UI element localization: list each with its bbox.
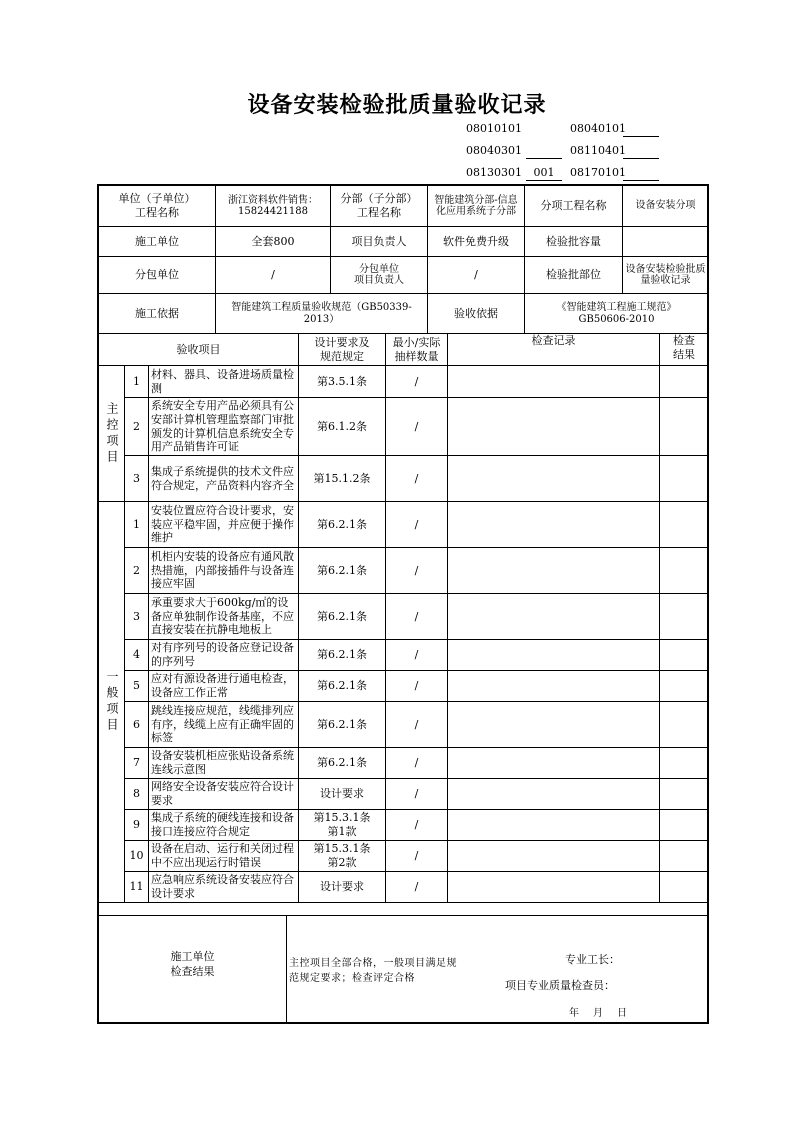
accept-label: 验收依据	[428, 294, 525, 334]
item-result	[660, 398, 709, 456]
item-record	[448, 779, 660, 810]
item-text: 应对有源设备进行通电检查，设备应工作正常	[149, 671, 299, 702]
contractor-label: 施工单位	[99, 227, 216, 257]
item-text: 安装位置应符合设计要求，安装应平稳牢固，并应便于操作维护	[149, 502, 299, 548]
item-sample: /	[386, 810, 448, 841]
item-text: 承重要求大于600kg/㎡的设备应单独制作设备基座，不应直接安装在抗静电地板上	[149, 594, 299, 640]
item-text: 材料、器具、设备进场质量检测	[149, 366, 299, 398]
table-row	[99, 456, 709, 502]
code-row-2	[466, 144, 666, 160]
subcontractor-value: /	[216, 257, 331, 294]
item-number: 7	[125, 748, 149, 779]
item-text: 设备在启动、运行和关闭过程中不应出现运行时错误	[149, 841, 299, 872]
item-rule: 第6.2.1条	[299, 640, 386, 671]
result-column-header: 检查 结果	[660, 334, 709, 366]
item-text: 应急响应系统设备安装应符合设计要求	[149, 872, 299, 903]
header-table	[98, 185, 709, 334]
item-result	[660, 702, 709, 748]
item-sample: /	[386, 398, 448, 456]
accept-value: 《智能建筑工程施工规范》 GB50606-2010	[525, 294, 709, 334]
item-number: 11	[125, 872, 149, 903]
contractor-value: 全套800	[216, 227, 331, 257]
location-label: 检验批部位	[525, 257, 623, 294]
sample-column-header: 最小/实际 抽样数量	[386, 334, 448, 366]
item-number: 3	[125, 456, 149, 502]
design-column-header: 设计要求及 规范规定	[299, 334, 386, 366]
unit-label: 单位（子单位） 工程名称	[99, 186, 216, 227]
item-rule: 第15.3.1条 第1款	[299, 810, 386, 841]
code-blank	[623, 166, 659, 181]
foreman-label: 专业工长：	[565, 953, 620, 966]
footer-section	[98, 915, 708, 1023]
item-text: 网络安全设备安装应符合设计要求	[149, 779, 299, 810]
item-record	[448, 841, 660, 872]
table-row	[99, 548, 709, 594]
sub-label: 分项工程名称	[525, 186, 623, 227]
item-result	[660, 366, 709, 398]
item-record	[448, 366, 660, 398]
basis-label: 施工依据	[99, 294, 216, 334]
code-value: 08110401	[570, 144, 626, 157]
main-items	[99, 366, 709, 502]
item-rule: 第6.2.1条	[299, 748, 386, 779]
footer-conclusion: 主控项目全部合格，一般项目满足规范规定要求；检查评定合格	[289, 958, 457, 984]
item-result	[660, 671, 709, 702]
item-text: 集成子系统提供的技术文件应符合规定，产品资料内容齐全	[149, 456, 299, 502]
item-record	[448, 398, 660, 456]
item-sample: /	[386, 779, 448, 810]
item-result	[660, 456, 709, 502]
code-value: 08170101	[570, 166, 626, 179]
location-value: 设备安装检验批质量验收记录	[623, 257, 709, 294]
item-result	[660, 594, 709, 640]
item-result	[660, 502, 709, 548]
table-row	[99, 502, 709, 548]
inspector-label: 项目专业质量检查员：	[505, 979, 615, 992]
table-row	[99, 671, 709, 702]
item-number: 4	[125, 640, 149, 671]
item-sample: /	[386, 671, 448, 702]
footer-label: 施工单位 检查结果	[170, 950, 215, 979]
table-row	[99, 779, 709, 810]
item-result	[660, 748, 709, 779]
sub-value: 设备安装分项	[623, 186, 709, 227]
item-text: 设备安装机柜应张贴设备系统连线示意图	[149, 748, 299, 779]
code-blank	[623, 144, 659, 159]
item-sample: /	[386, 702, 448, 748]
item-rule: 设计要求	[299, 779, 386, 810]
item-sample: /	[386, 748, 448, 779]
unit-value: 浙江资料软件销售： 15824421188	[216, 186, 331, 227]
item-record	[448, 502, 660, 548]
item-sample: /	[386, 594, 448, 640]
item-number: 10	[125, 841, 149, 872]
capacity-value	[623, 227, 709, 257]
item-record	[448, 748, 660, 779]
code-value: 08010101	[466, 122, 522, 135]
item-result	[660, 640, 709, 671]
general-items	[99, 502, 709, 903]
code-value: 08130301	[466, 166, 522, 179]
item-record	[448, 456, 660, 502]
item-record	[448, 594, 660, 640]
item-sample: /	[386, 366, 448, 398]
basis-value: 智能建筑工程质量验收规范（GB50339-2013）	[216, 294, 428, 334]
item-number: 5	[125, 671, 149, 702]
subcontractor-label: 分包单位	[99, 257, 216, 294]
table-row	[99, 702, 709, 748]
item-number: 6	[125, 702, 149, 748]
item-number: 2	[125, 548, 149, 594]
item-record	[448, 810, 660, 841]
item-text: 跳线连接应规范，线缆排列应有序，线缆上应有正确牢固的标签	[149, 702, 299, 748]
capacity-label: 检验批容量	[525, 227, 623, 257]
item-rule: 第15.3.1条 第2款	[299, 841, 386, 872]
item-rule: 第6.1.2条	[299, 398, 386, 456]
item-sample: /	[386, 502, 448, 548]
item-rule: 第3.5.1条	[299, 366, 386, 398]
item-record	[448, 671, 660, 702]
sub-pm-label: 分包单位 项目负责人	[331, 257, 428, 294]
item-sample: /	[386, 548, 448, 594]
item-result	[660, 872, 709, 903]
code-blank	[623, 122, 659, 137]
code-value: 08040101	[570, 122, 626, 135]
table-row	[99, 366, 709, 398]
general-group-label: 一般项目	[99, 502, 125, 903]
item-number: 1	[125, 366, 149, 398]
item-number: 2	[125, 398, 149, 456]
item-record	[448, 872, 660, 903]
table-row	[99, 810, 709, 841]
item-rule: 第6.2.1条	[299, 594, 386, 640]
item-text: 对有序列号的设备应登记设备的序列号	[149, 640, 299, 671]
item-text: 系统安全专用产品必须具有公安部计算机管理监察部门审批颁发的计算机信息系统安全专用产品销售许可证	[149, 398, 299, 456]
sub-pm-value: /	[428, 257, 525, 294]
item-rule: 第6.2.1条	[299, 671, 386, 702]
table-row	[99, 640, 709, 671]
code-row-1	[466, 122, 666, 138]
item-sample: /	[386, 456, 448, 502]
item-record	[448, 640, 660, 671]
items-header-row	[99, 334, 709, 366]
item-number: 3	[125, 594, 149, 640]
table-row	[99, 398, 709, 456]
item-record	[448, 548, 660, 594]
page-title: 设备安装检验批质量验收记录	[247, 92, 547, 118]
date-label: 年 月 日	[569, 1008, 629, 1019]
code-value: 08040301	[466, 144, 522, 157]
item-rule: 设计要求	[299, 872, 386, 903]
item-rule: 第6.2.1条	[299, 702, 386, 748]
table-row	[99, 841, 709, 872]
footer-label-cell	[99, 916, 287, 1022]
item-result	[660, 548, 709, 594]
table-row	[99, 594, 709, 640]
pm-value: 软件免费升级	[428, 227, 525, 257]
table-row	[99, 748, 709, 779]
record-column-header: 检查记录	[448, 334, 660, 366]
item-sample: /	[386, 841, 448, 872]
item-sample: /	[386, 640, 448, 671]
code-row-3	[466, 166, 666, 182]
item-text: 集成子系统的硬线连接和设备接口连接应符合规定	[149, 810, 299, 841]
main-group-label: 主控项目	[99, 366, 125, 502]
item-result	[660, 841, 709, 872]
item-number: 9	[125, 810, 149, 841]
code-blank	[526, 144, 562, 159]
pm-label: 项目负责人	[331, 227, 428, 257]
items-table	[98, 333, 709, 903]
item-rule: 第6.2.1条	[299, 502, 386, 548]
item-result	[660, 779, 709, 810]
item-rule: 第15.1.2条	[299, 456, 386, 502]
item-column-header: 验收项目	[99, 334, 299, 366]
table-row	[99, 872, 709, 903]
item-rule: 第6.2.1条	[299, 548, 386, 594]
item-number: 8	[125, 779, 149, 810]
batch-number: 001	[526, 166, 562, 181]
part-value: 智能建筑分部-信息化应用系统子分部	[428, 186, 525, 227]
item-sample: /	[386, 872, 448, 903]
item-record	[448, 702, 660, 748]
item-number: 1	[125, 502, 149, 548]
item-text: 机柜内安装的设备应有通风散热措施，内部接插件与设备连接应牢固	[149, 548, 299, 594]
item-result	[660, 810, 709, 841]
part-label: 分部（子分部） 工程名称	[331, 186, 428, 227]
